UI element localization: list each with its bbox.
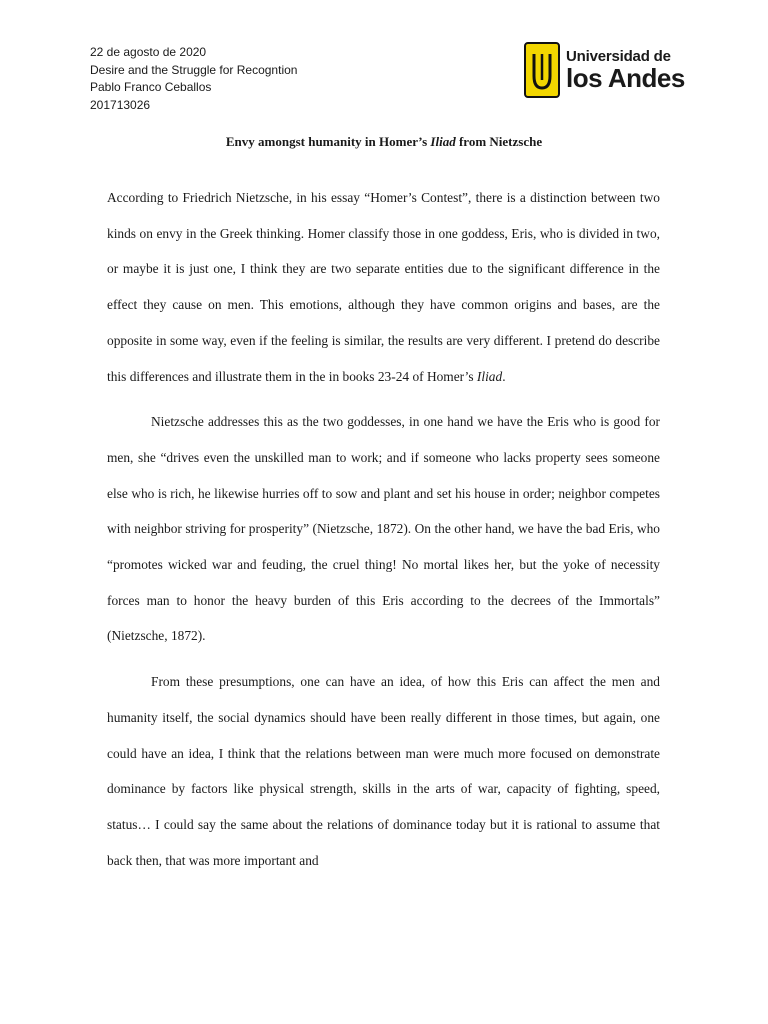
header-date: 22 de agosto de 2020 [90, 45, 207, 59]
paragraph-1 [107, 180, 660, 394]
paragraph-1-tail: . [502, 368, 506, 384]
document-body [107, 180, 660, 888]
paragraph-3-text: From these presumptions, one can have an idea, of how this Eris can affect the men and humanity itself, the social dynamics should have been really different in those times, but again, one could have an idea, I think that the relations between man were much more focused on demonstrate dominance by factors like physical strength, skills in the arts of war, capacity of fighting, speed, status… I could say the same about the relations of dominance today but it is rational to assume that back then, that was more important and [107, 674, 660, 868]
paragraph-3 [107, 664, 660, 878]
header-course: Desire and the Struggle for Recogntion [90, 62, 298, 77]
document-title [0, 134, 768, 150]
title-before: Envy amongst humanity in Homer’s [225, 134, 431, 149]
title-italic: Iliad [430, 134, 456, 149]
logo-line-1: Universidad de [566, 48, 671, 65]
title-after: from Nietzsche [455, 134, 543, 149]
paragraph-1-text: According to Friedrich Nietzsche, in his essay “Homer’s Contest”, there is a distinction between two kinds on envy in the Greek thinking. Homer classify those in one goddess, Eris, who is divided in two, or maybe it is just one, I think they are two separate entities due to the significant difference in the effect they cause on men. This emotions, although they have common origins and bases, are the opposite in some way, even if the feeling is similar, the results are very different. I pretend do describe this differences and illustrate them in the in books 23-24 of Homer’s [107, 190, 660, 384]
university-logo [524, 27, 685, 113]
paragraph-2-text: Nietzsche addresses this as the two goddesses, in one hand we have the Eris who is good for men, she “drives even the unskilled man to work; and if someone who lacks property sees someone else who is rich, he likewise hurries off to sow and plant and set his house in order; neighbor competes with neighbor striving for prosperity” (Nietzsche, 1872). On the other hand, we have the bad Eris, who “promotes wicked war and feuding, the cruel thing! No mortal likes her, but the yoke of necessity forces man to honor the heavy burden of this Eris according to the decrees of the Immortals” (Nietzsche, 1872). [107, 414, 660, 644]
logo-line-2: los Andes [566, 63, 685, 93]
university-logo-mark-icon [524, 42, 560, 98]
paragraph-1-italic: Iliad [476, 368, 503, 384]
header-author: Pablo Franco Ceballos [90, 80, 212, 94]
header-student-id: 201713026 [90, 97, 151, 112]
header-info [90, 44, 297, 114]
paragraph-2 [107, 404, 660, 654]
